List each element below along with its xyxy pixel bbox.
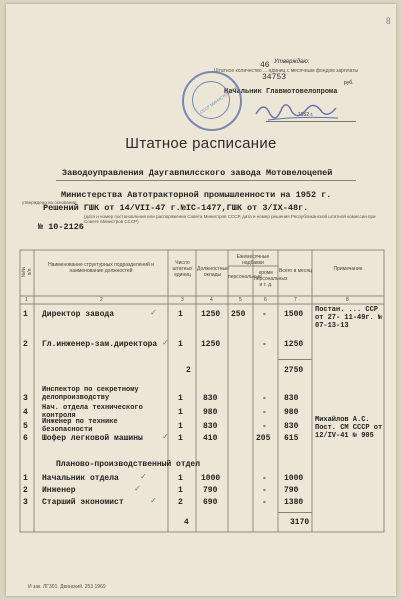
basis-label: утверждено на основании <box>22 200 77 205</box>
row-units: 1 <box>178 394 183 403</box>
row-salary: 410 <box>203 434 218 443</box>
row-position: Директор завода <box>42 310 115 319</box>
row-extra-other: - <box>262 394 267 403</box>
row-position: Инспектор по секретному делопроизводству <box>42 386 139 402</box>
row-total: 1250 <box>284 340 304 349</box>
header-extra-other: кроме персональных и т. д. <box>254 270 288 288</box>
row-num: 6 <box>23 434 28 443</box>
document-page <box>6 4 396 596</box>
stamp-text: СССР МИНИСТЕРСТВО <box>198 84 240 115</box>
row-total: 830 <box>284 422 299 431</box>
row-position: Нач. отдела технического контроля <box>42 404 143 420</box>
checkmark-icon: ✓ <box>150 308 157 317</box>
header-note: Примечание <box>333 266 363 272</box>
row-total: 1380 <box>284 498 304 507</box>
row-total: 980 <box>284 408 299 417</box>
header-extra: Ежемесячные надбавки <box>236 254 270 266</box>
col-number-7: 7 <box>294 297 297 303</box>
col-number-8: 8 <box>346 297 349 303</box>
col-number-5: 5 <box>239 297 242 303</box>
row-extra-other: - <box>262 498 267 507</box>
col-number-4: 4 <box>210 297 213 303</box>
row-units: 1 <box>178 486 183 495</box>
checkmark-icon: ✓ <box>162 338 169 347</box>
header-total: Всего в месяц <box>279 268 312 274</box>
checkmark-icon: ✓ <box>162 432 169 441</box>
col-number-6: 6 <box>264 297 267 303</box>
row-units: 1 <box>178 310 183 319</box>
approval-salary-fund: 34753 <box>262 73 287 82</box>
approval-title: Начальник Главмотовелопрома <box>224 88 338 96</box>
row-extra-other: - <box>262 422 267 431</box>
row-salary: 830 <box>203 422 218 431</box>
total-line <box>278 512 312 513</box>
header-name: Наименование структурных подразделений и наименование должностей <box>48 262 154 274</box>
org-line: Заводоуправления Даугавпилсского завода Мотовелоцепей <box>62 168 333 178</box>
header-salary: Должностные оклады <box>197 266 229 278</box>
section-title: Планово-производственный отдел <box>56 460 201 469</box>
row-position: Шофер легковой машины <box>42 434 143 443</box>
row-salary: 830 <box>203 394 218 403</box>
checkmark-icon: ✓ <box>140 472 147 481</box>
row-units: 1 <box>178 408 183 417</box>
col-number-3: 3 <box>181 297 184 303</box>
col-number-1: 1 <box>25 297 28 303</box>
approval-line: Штатное количество ... единиц с месячным фондом зарплаты <box>214 68 359 74</box>
row-total: 1500 <box>284 310 304 319</box>
row-extra-other: - <box>262 408 267 417</box>
row-salary: 1000 <box>201 474 221 483</box>
header-num: №№ п/п <box>21 266 33 278</box>
row-extra-other: - <box>262 310 267 319</box>
total-units: 4 <box>184 518 189 527</box>
row-salary: 690 <box>203 498 218 507</box>
row-total: 830 <box>284 394 299 403</box>
row-position: Гл.инженер-зам.директора <box>42 340 158 349</box>
row-extra-other: - <box>262 474 267 483</box>
row-salary: 980 <box>203 408 218 417</box>
page-number: 8 <box>386 16 391 26</box>
decision-number: № 10-2126 <box>38 222 84 232</box>
printer-footer: И зак. ЛГ301. Двинский. 253 1969 <box>28 584 106 590</box>
row-total: 790 <box>284 486 299 495</box>
row-units: 1 <box>178 340 183 349</box>
row-total: 1000 <box>284 474 304 483</box>
row-extra-other: - <box>262 486 267 495</box>
table-grid <box>6 4 396 596</box>
approval-currency: руб. <box>344 80 354 86</box>
row-units: 2 <box>178 498 183 507</box>
row-total: 615 <box>284 434 299 443</box>
ministry-line: Министерства Автотракторной промышленности на 1952 г. <box>61 190 332 200</box>
basis-note: (дата и номер постановления или распоряжения Совета Министров СССР, дата и номер решения Республиканской штатной комиссии при Совете Министров СССР) <box>84 214 376 224</box>
row-note: Михайлов А.С. Пост. СМ СССР от 12/IV-41 № 905 <box>315 416 383 440</box>
row-position: Инженер по технике безопасности <box>42 418 118 434</box>
subtotal-line <box>278 359 312 360</box>
approval-year: 1952 г. <box>298 112 314 118</box>
row-num: 5 <box>23 422 28 431</box>
row-position: Старший экономист <box>42 498 124 507</box>
row-units: 1 <box>178 422 183 431</box>
decision-line: Решений ГШК от 14/VII-47 г.№IC-1477,ГШК от 3/IX-48г. <box>43 203 309 213</box>
row-position: Инженер <box>42 486 76 495</box>
checkmark-icon: ✓ <box>150 496 157 505</box>
approval-staff-count: 46 <box>260 61 270 70</box>
row-num: 3 <box>23 498 28 507</box>
subtotal-units: 2 <box>186 366 191 375</box>
row-num: 1 <box>23 474 28 483</box>
row-salary: 790 <box>203 486 218 495</box>
subtotal-sum: 2750 <box>284 366 304 375</box>
row-units: 1 <box>178 474 183 483</box>
row-salary: 1250 <box>201 340 221 349</box>
row-units: 1 <box>178 434 183 443</box>
col-number-2: 2 <box>100 297 103 303</box>
document-title: Штатное расписание <box>125 135 277 152</box>
header-extra-personal: персональные <box>228 274 262 280</box>
row-num: 2 <box>23 340 28 349</box>
approval-label: Утверждаю: <box>274 59 310 65</box>
row-extra-other: - <box>262 340 267 349</box>
header-units: Число штатных единиц <box>172 260 193 278</box>
checkmark-icon: ✓ <box>134 484 141 493</box>
row-extra-personal: 250 <box>231 310 246 319</box>
row-num: 4 <box>23 408 28 417</box>
row-note: Постан. ... ССР от 27- 11-49г. № 07-13-13 <box>315 306 383 330</box>
row-position: Начальник отдела <box>42 474 119 483</box>
total-sum: 3170 <box>290 518 310 527</box>
row-extra-other: 205 <box>256 434 271 443</box>
row-num: 2 <box>23 486 28 495</box>
row-num: 1 <box>23 310 28 319</box>
row-num: 3 <box>23 394 28 403</box>
row-salary: 1250 <box>201 310 221 319</box>
